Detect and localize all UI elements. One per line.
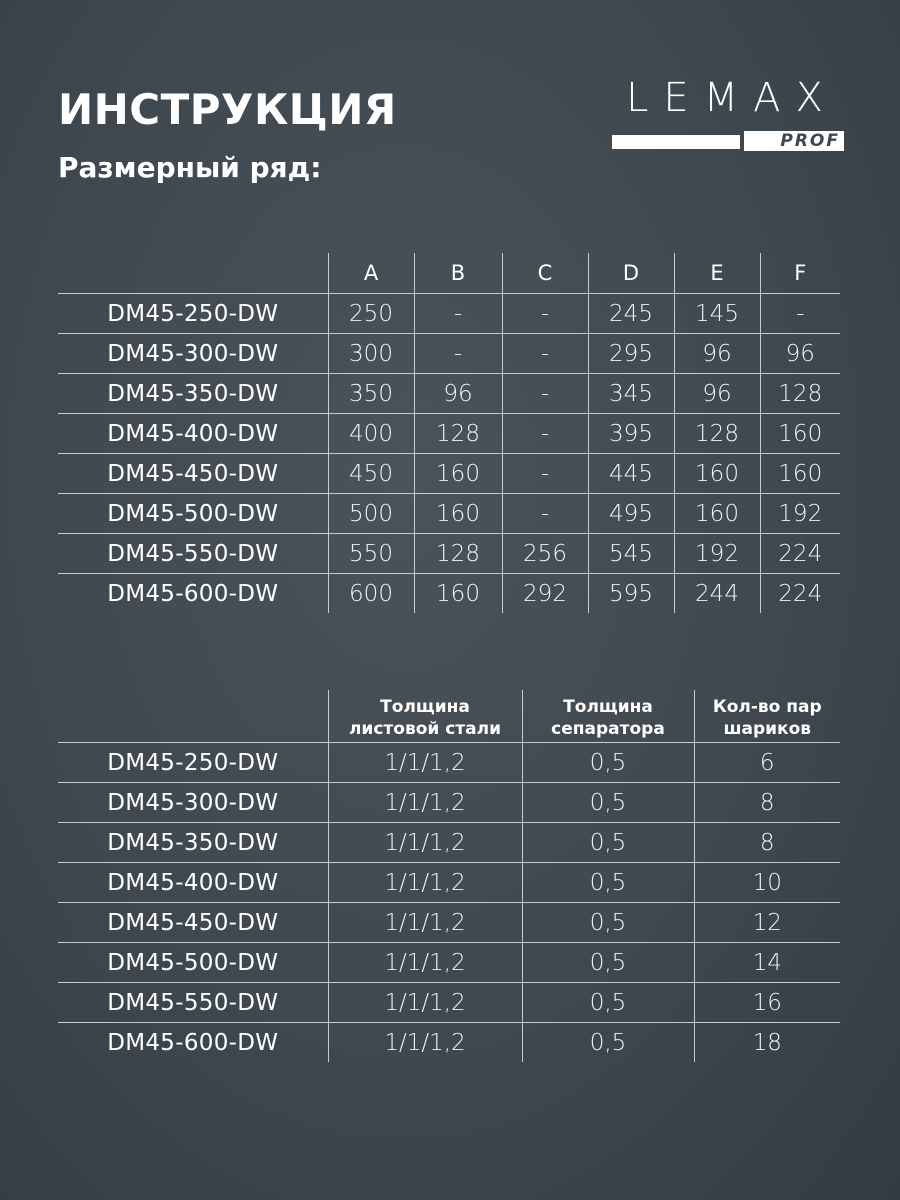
model-name-cell: DM45-300-DW (58, 783, 328, 823)
value-cell: 0,5 (522, 783, 694, 823)
value-cell: 0,5 (522, 743, 694, 783)
value-cell: - (502, 334, 588, 374)
value-cell: 224 (760, 574, 840, 614)
value-cell: 128 (414, 534, 502, 574)
model-name-cell: DM45-600-DW (107, 1029, 279, 1056)
header-line: листовой стали (348, 719, 501, 739)
value-cell: 0,5 (522, 1023, 694, 1063)
value-cell: 18 (694, 1023, 840, 1063)
table-row (58, 414, 840, 454)
value-cell: - (502, 374, 588, 414)
column-header-c: C (502, 253, 588, 294)
model-name-cell: DM45-600-DW (107, 580, 279, 607)
value-cell: 1/1/1,2 (328, 943, 522, 983)
value-cell: - (502, 294, 588, 334)
header-line: Толщина (563, 697, 653, 717)
table-row (58, 534, 840, 574)
value-cell: 145 (674, 294, 760, 334)
model-name-cell: DM45-250-DW (58, 294, 328, 334)
table-row (58, 374, 840, 414)
header-line: шариков (723, 719, 812, 739)
value-cell: 500 (328, 494, 414, 534)
value-cell: 96 (674, 334, 760, 374)
value-cell: 1/1/1,2 (328, 863, 522, 903)
value-cell: 0,5 (522, 823, 694, 863)
value-cell: 595 (588, 574, 674, 614)
table-row (58, 294, 840, 334)
logo-wordmark: LEMAX (626, 75, 838, 121)
model-name-cell: DM45-400-DW (58, 414, 328, 454)
value-cell: 495 (588, 494, 674, 534)
value-cell: - (502, 414, 588, 454)
value-cell: 160 (674, 494, 760, 534)
value-cell: - (760, 294, 840, 334)
column-header-steel-thickness (328, 690, 522, 743)
model-name-cell: DM45-250-DW (58, 743, 328, 783)
model-name-cell: DM45-450-DW (58, 454, 328, 494)
column-header-f: F (760, 253, 840, 294)
value-cell: 96 (674, 374, 760, 414)
value-cell: 600 (328, 574, 414, 614)
value-cell: 160 (414, 574, 502, 614)
value-cell: 160 (674, 454, 760, 494)
table-row (58, 863, 840, 903)
value-cell: 192 (674, 534, 760, 574)
value-cell: 160 (414, 494, 502, 534)
header-blank-cell (58, 253, 328, 294)
value-cell: 8 (694, 783, 840, 823)
specs-table (58, 690, 840, 1062)
value-cell: 96 (414, 374, 502, 414)
value-cell: 160 (414, 454, 502, 494)
value-cell: 1/1/1,2 (328, 783, 522, 823)
value-cell: 160 (760, 454, 840, 494)
column-header-ball-pairs (694, 690, 840, 743)
model-name-cell: DM45-500-DW (58, 943, 328, 983)
logo-underline (612, 135, 740, 149)
value-cell: 128 (760, 374, 840, 414)
dimensions-table (58, 253, 840, 613)
value-cell: 345 (588, 374, 674, 414)
model-name-cell: DM45-550-DW (58, 983, 328, 1023)
column-header-a: A (328, 253, 414, 294)
model-name-cell: DM45-450-DW (58, 903, 328, 943)
value-cell: - (502, 494, 588, 534)
model-name-cell: DM45-350-DW (58, 374, 328, 414)
value-cell: 395 (588, 414, 674, 454)
value-cell: 445 (588, 454, 674, 494)
value-cell: 250 (328, 294, 414, 334)
value-cell: 12 (694, 903, 840, 943)
value-cell: 244 (674, 574, 760, 614)
value-cell: 10 (694, 863, 840, 903)
value-cell: 14 (694, 943, 840, 983)
column-header-d: D (588, 253, 674, 294)
value-cell: 128 (674, 414, 760, 454)
model-name-cell: DM45-400-DW (58, 863, 328, 903)
model-name-cell: DM45-550-DW (58, 534, 328, 574)
table-row (58, 334, 840, 374)
value-cell: 224 (760, 534, 840, 574)
table-row (58, 454, 840, 494)
value-cell: 256 (502, 534, 588, 574)
value-cell: 6 (694, 743, 840, 783)
value-cell: 1/1/1,2 (328, 743, 522, 783)
value-cell: 1/1/1,2 (328, 903, 522, 943)
column-header-separator-thickness (522, 690, 694, 743)
value-cell: 0,5 (522, 863, 694, 903)
column-header-b: B (414, 253, 502, 294)
value-cell: 550 (328, 534, 414, 574)
table-row (58, 574, 840, 614)
value-cell: 450 (328, 454, 414, 494)
value-cell: - (414, 334, 502, 374)
value-cell: 300 (328, 334, 414, 374)
table-row (58, 1023, 840, 1063)
header-line: сепаратора (551, 719, 665, 739)
model-name-cell: DM45-500-DW (58, 494, 328, 534)
page-subtitle: Размерный ряд: (58, 151, 322, 184)
value-cell: 245 (588, 294, 674, 334)
table-row (58, 983, 840, 1023)
value-cell: 192 (760, 494, 840, 534)
value-cell: 0,5 (522, 903, 694, 943)
table-row (58, 743, 840, 783)
value-cell: 545 (588, 534, 674, 574)
value-cell: 1/1/1,2 (328, 983, 522, 1023)
value-cell: 295 (588, 334, 674, 374)
header-line: Кол-во пар (712, 697, 822, 717)
model-name-cell: DM45-350-DW (58, 823, 328, 863)
specs-header-row (58, 690, 840, 743)
table-row (58, 494, 840, 534)
value-cell: 350 (328, 374, 414, 414)
value-cell: 400 (328, 414, 414, 454)
value-cell: 1/1/1,2 (328, 823, 522, 863)
logo-prof-label: PROF (744, 131, 844, 151)
header-line: Толщина (380, 697, 470, 717)
value-cell: 8 (694, 823, 840, 863)
value-cell: 128 (414, 414, 502, 454)
column-header-e: E (674, 253, 760, 294)
page-title: ИНСТРУКЦИЯ (58, 85, 397, 134)
value-cell: - (502, 454, 588, 494)
value-cell: - (414, 294, 502, 334)
value-cell: 160 (760, 414, 840, 454)
table-row (58, 823, 840, 863)
table-row (58, 943, 840, 983)
value-cell: 0,5 (522, 983, 694, 1023)
value-cell: 1/1/1,2 (328, 1023, 522, 1063)
header-blank-cell (58, 690, 328, 743)
value-cell: 292 (502, 574, 588, 614)
value-cell: 96 (760, 334, 840, 374)
model-name-cell: DM45-300-DW (58, 334, 328, 374)
value-cell: 0,5 (522, 943, 694, 983)
value-cell: 16 (694, 983, 840, 1023)
dimensions-header-row (58, 253, 840, 294)
table-row (58, 903, 840, 943)
table-row (58, 783, 840, 823)
